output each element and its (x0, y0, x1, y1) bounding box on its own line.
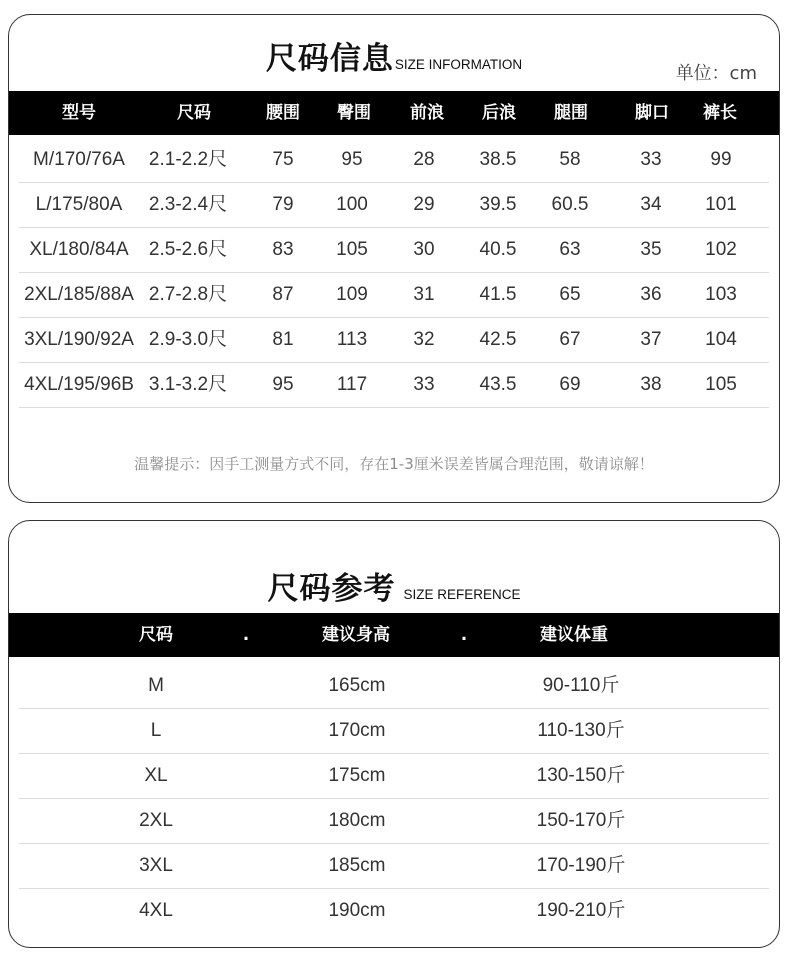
cell-front-rise: 32 (413, 329, 435, 350)
cell-model: 3XL/190/92A (24, 329, 134, 350)
header-cell-front-rise: 前浪 (410, 103, 444, 123)
cell-model: XL/180/84A (29, 239, 129, 260)
size-reference-title (9, 563, 779, 608)
table-row (19, 137, 769, 183)
cell-thigh: 63 (559, 239, 581, 260)
size-info-title (9, 33, 779, 78)
header-cell-hip: 臀围 (337, 103, 371, 123)
cell-size: 2.7-2.8尺 (148, 284, 228, 305)
cell-size: 2.3-2.4尺 (148, 194, 228, 215)
table-row (19, 227, 769, 273)
cell-hem: 38 (640, 374, 662, 395)
cell-length: 102 (705, 239, 737, 260)
cell-hip: 105 (336, 239, 368, 260)
cell-thigh: 58 (559, 149, 581, 170)
table-row (19, 317, 769, 363)
size-info-header-row (9, 91, 779, 135)
cell-thigh: 65 (559, 284, 581, 305)
cell-front-rise: 31 (413, 284, 435, 305)
cell-model: L/175/80A (35, 194, 123, 215)
cell-height: 190cm (328, 900, 386, 921)
cell-front-rise: 28 (413, 149, 435, 170)
cell-waist: 75 (272, 149, 294, 170)
cell-weight: 170-190斤 (536, 855, 626, 876)
cell-weight: 130-150斤 (536, 765, 626, 786)
cell-front-rise: 29 (413, 194, 435, 215)
measurement-note: 温馨提示：因手工测量方式不同，存在1-3厘米误差皆属合理范围，敬请谅解！ (134, 455, 654, 473)
cell-waist: 81 (272, 329, 294, 350)
table-row (19, 708, 769, 754)
table-row (19, 182, 769, 228)
cell-waist: 95 (272, 374, 294, 395)
size-reference-title-main: 尺码参考 (267, 571, 396, 607)
size-reference-header-row (9, 613, 779, 657)
cell-back-rise: 42.5 (479, 329, 517, 350)
cell-weight: 90-110斤 (542, 675, 620, 696)
cell-height: 185cm (328, 855, 386, 876)
table-row (19, 663, 769, 709)
cell-length: 101 (705, 194, 737, 215)
cell-height: 175cm (328, 765, 386, 786)
header-cell-length: 裤长 (703, 103, 737, 123)
header-cell-separator: . (242, 625, 250, 645)
cell-waist: 79 (272, 194, 294, 215)
cell-model: M/170/76A (33, 149, 125, 170)
size-info-title-sub: SIZE INFORMATION (394, 57, 523, 72)
header-cell-waist: 腰围 (266, 103, 300, 123)
cell-length: 105 (705, 374, 737, 395)
cell-size: 2XL (139, 810, 173, 831)
cell-size: 3XL (139, 855, 173, 876)
cell-length: 103 (705, 284, 737, 305)
cell-size: L (150, 720, 162, 741)
header-cell-back-rise: 后浪 (482, 103, 516, 123)
cell-back-rise: 40.5 (479, 239, 517, 260)
cell-thigh: 60.5 (551, 194, 589, 215)
cell-size: 2.5-2.6尺 (148, 239, 228, 260)
cell-hem: 36 (640, 284, 662, 305)
cell-model: 4XL/195/96B (24, 374, 134, 395)
cell-front-rise: 33 (413, 374, 435, 395)
header-cell-model: 型号 (62, 103, 96, 123)
cell-model: 2XL/185/88A (24, 284, 134, 305)
cell-hem: 37 (640, 329, 662, 350)
cell-weight: 110-130斤 (537, 720, 625, 741)
cell-hip: 100 (336, 194, 368, 215)
cell-thigh: 69 (559, 374, 581, 395)
cell-front-rise: 30 (413, 239, 435, 260)
cell-hip: 117 (336, 374, 368, 395)
cell-hem: 35 (640, 239, 662, 260)
cell-size: M (148, 675, 164, 696)
table-row (19, 798, 769, 844)
size-info-card (8, 14, 780, 503)
cell-back-rise: 43.5 (479, 374, 517, 395)
cell-waist: 87 (272, 284, 294, 305)
cell-back-rise: 41.5 (479, 284, 517, 305)
cell-length: 99 (710, 149, 732, 170)
table-row (19, 888, 769, 933)
unit-label: 单位：cm (675, 63, 757, 84)
cell-size: XL (144, 765, 168, 786)
header-cell-hem: 脚口 (635, 103, 669, 123)
cell-weight: 190-210斤 (536, 900, 626, 921)
cell-height: 170cm (328, 720, 386, 741)
size-reference-card (8, 520, 780, 948)
cell-hip: 109 (336, 284, 368, 305)
cell-thigh: 67 (559, 329, 581, 350)
table-row (19, 362, 769, 408)
cell-hem: 34 (640, 194, 662, 215)
header-cell-height: 建议身高 (322, 625, 390, 645)
header-cell-weight: 建议体重 (540, 625, 608, 645)
table-row (19, 843, 769, 889)
cell-back-rise: 38.5 (479, 149, 517, 170)
header-cell-size: 尺码 (177, 103, 211, 123)
cell-size: 2.9-3.0尺 (148, 329, 228, 350)
cell-waist: 83 (272, 239, 294, 260)
header-cell-thigh: 腿围 (554, 103, 588, 123)
cell-length: 104 (705, 329, 737, 350)
cell-height: 165cm (328, 675, 386, 696)
cell-size: 3.1-3.2尺 (148, 374, 228, 395)
cell-size: 4XL (139, 900, 173, 921)
header-cell-separator: . (460, 625, 468, 645)
cell-size: 2.1-2.2尺 (148, 149, 228, 170)
cell-hip: 113 (336, 329, 368, 350)
cell-hem: 33 (640, 149, 662, 170)
table-row (19, 272, 769, 318)
header-cell-size: 尺码 (139, 625, 173, 645)
size-reference-title-sub: SIZE REFERENCE (403, 587, 521, 602)
cell-weight: 150-170斤 (536, 810, 626, 831)
cell-hip: 95 (341, 149, 363, 170)
size-info-title-main: 尺码信息 (265, 41, 394, 77)
table-row (19, 753, 769, 799)
cell-back-rise: 39.5 (479, 194, 517, 215)
cell-height: 180cm (328, 810, 386, 831)
